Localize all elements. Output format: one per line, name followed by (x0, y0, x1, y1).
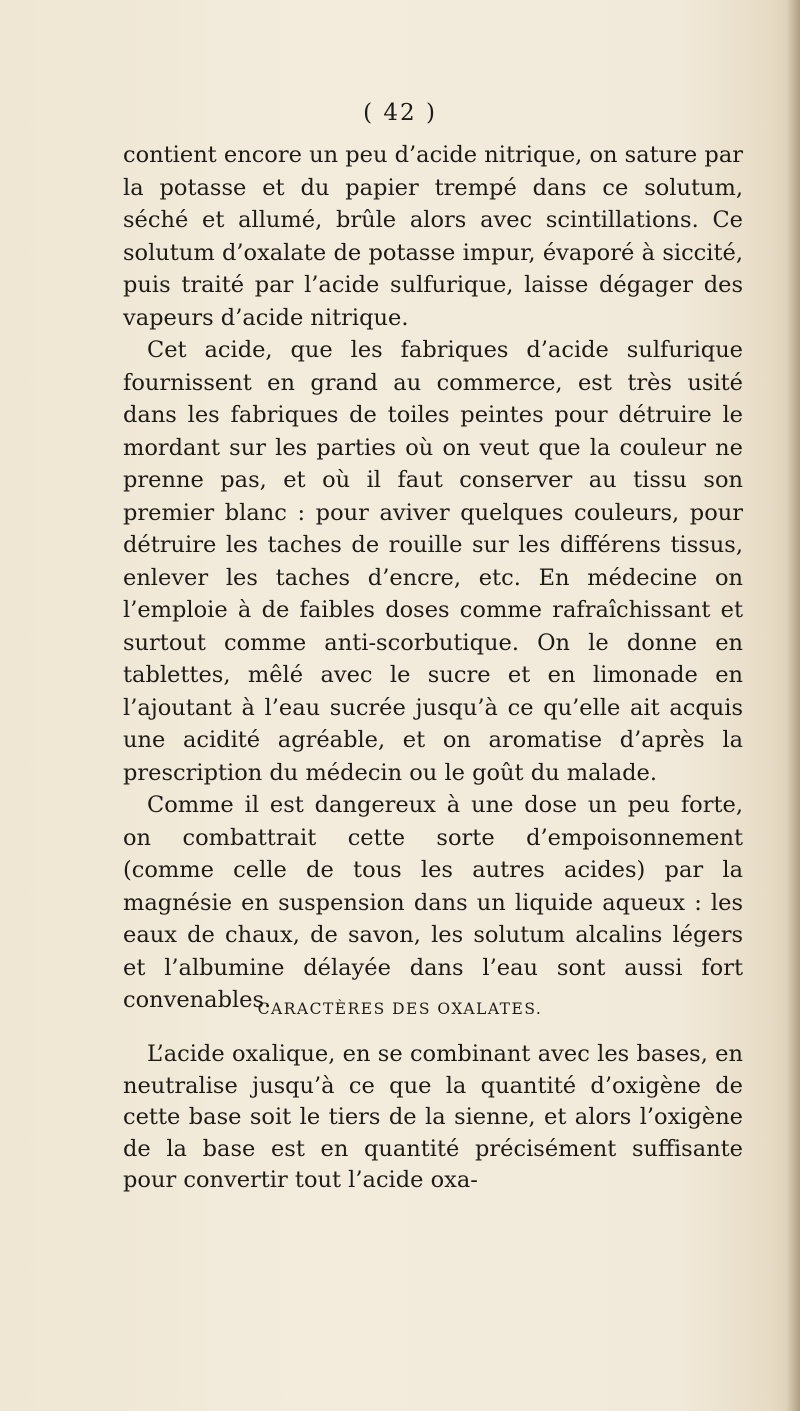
paragraph-2: Cet acide, que les fabriques d’acide sulfurique fournissent en grand au commerce, est très usité dans les fabriques de toiles peintes pour détruire le mordant sur les parties où on veut que la couleur ne prenne pas, et où il faut conserver au tissu son premier blanc : pour aviver quelques couleurs, pour détruire les taches de rouille sur les différens tissus, enlever les taches d’encre, etc. En médecine on l’emploie à de faibles doses comme rafraîchissant et surtout comme anti-scorbutique. On le donne en tablettes, mêlé avec le sucre et en limonade en l’ajoutant à l’eau sucrée jusqu’à ce qu’elle ait acquis une acidité agréable, et on aromatise d’après la prescription du médecin ou le goût du malade. (123, 337, 743, 786)
paragraph-4: L’acide oxalique, en se combinant avec les bases, en neutralise jusqu’à ce que la quantité d’oxigène de cette base soit le tiers de la sienne, et alors l’oxigène de la base est en quantité précisément suffisante pour convertir tout l’acide oxa- (123, 1041, 743, 1193)
page-number: ( 42 ) (363, 100, 437, 126)
paragraph-3: Comme il est dangereux à une dose un peu forte, on combattrait cette sorte d’empoisonnement (comme celle de tous les autres acides) par la magnésie en suspension dans un liquide aqueux : les eaux de chaux, de savon, les solutum alcalins légers et l’albumine délayée dans l’eau sont aussi fort convenables. (123, 792, 743, 1013)
main-text-before-heading (123, 139, 743, 1017)
main-text-after-heading (123, 1039, 743, 1197)
section-heading: CARACTÈRES DES OXALATES. (257, 1000, 543, 1018)
paragraph-1: contient encore un peu d’acide nitrique, on sature par la potasse et du papier trempé dans ce solutum, séché et allumé, brûle alors avec scintillations. Ce solutum d’oxalate de potasse impur, évaporé à siccité, puis traité par l’acide sulfurique, laisse dégager des vapeurs d’acide nitrique. (123, 142, 743, 331)
page-edge-shadow (786, 0, 800, 1411)
